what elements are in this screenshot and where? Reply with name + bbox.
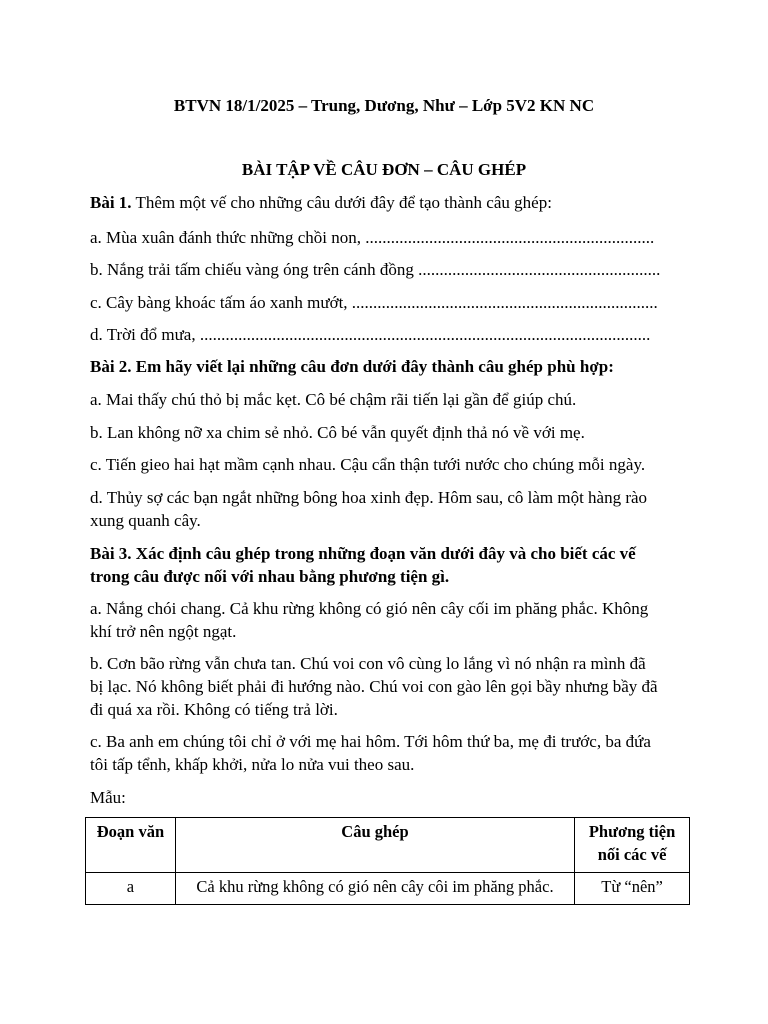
- bai2-item-b: b. Lan không nỡ xa chim sẻ nhỏ. Cô bé vẫn quyết định thả nó về với mẹ.: [90, 423, 585, 442]
- bai3-para-a-1: a. Nắng chói chang. Cả khu rừng không có gió nên cây cối im phăng phắc. Không: [90, 599, 649, 618]
- bai3-para-b-2: bị lạc. Nó không biết phải đi hướng nào. Chú voi con gào lên gọi bầy nhưng bầy đã: [90, 677, 658, 696]
- mau-label: Mẫu:: [90, 788, 126, 807]
- bai1-item-d: d. Trời đổ mưa, ..........................................................................................................: [90, 325, 651, 344]
- header-line: BTVN 18/1/2025 – Trung, Dương, Như – Lớp 5V2 KN NC: [173, 96, 595, 115]
- header-phuong-tien: Phương tiện nối các vế: [575, 818, 690, 873]
- bai1-item-a: a. Mùa xuân đánh thức những chồi non, ....................................................................: [90, 228, 655, 247]
- bai3-heading-2: trong câu được nối với nhau bằng phương tiện gì.: [90, 567, 450, 586]
- table-row: [86, 873, 690, 905]
- bai3-heading-1: Bài 3. Xác định câu ghép trong những đoạn văn dưới đây và cho biết các vế: [90, 544, 636, 563]
- bai3-para-b-3: đi quá xa rồi. Không có tiếng trả lời.: [90, 700, 338, 719]
- bai1-item-b: b. Nắng trải tấm chiếu vàng óng trên cánh đồng .........................................................: [90, 260, 661, 279]
- header-doan-van: Đoạn văn: [86, 818, 176, 873]
- bai3-para-c-1: c. Ba anh em chúng tôi chỉ ở với mẹ hai hôm. Tới hôm thứ ba, mẹ đi trước, ba đứa: [90, 732, 651, 751]
- header-cau-ghep: Câu ghép: [175, 818, 574, 873]
- bai3-para-b-1: b. Cơn bão rừng vẫn chưa tan. Chú voi con vô cùng lo lắng vì nó nhận ra mình đã: [90, 654, 646, 673]
- page-title: BÀI TẬP VỀ CÂU ĐƠN – CÂU GHÉP: [241, 160, 527, 179]
- table-header-row: [86, 818, 690, 873]
- bai1-instruction: [90, 193, 552, 213]
- bai3-para-c-2: tôi tấp tểnh, khấp khởi, nửa lo nửa vui theo sau.: [90, 755, 415, 774]
- cell-cau-ghep: Cả khu rừng không có gió nên cây côi im phăng phắc.: [175, 873, 574, 905]
- bai1-label: Bài 1.: [90, 193, 132, 212]
- sample-table: [85, 817, 690, 905]
- bai2-item-a: a. Mai thấy chú thỏ bị mắc kẹt. Cô bé chậm rãi tiến lại gần để giúp chú.: [90, 390, 577, 409]
- cell-doan-van: a: [86, 873, 176, 905]
- bai2-item-d-cont: xung quanh cây.: [90, 511, 201, 530]
- bai2-heading: Bài 2. Em hãy viết lại những câu đơn dưới đây thành câu ghép phù hợp:: [90, 357, 614, 376]
- bai1-text: Thêm một vế cho những câu dưới đây để tạo thành câu ghép:: [131, 193, 552, 212]
- cell-phuong-tien: Từ “nên”: [575, 873, 690, 905]
- bai2-item-c: c. Tiến gieo hai hạt mầm cạnh nhau. Cậu cẩn thận tưới nước cho chúng mỗi ngày.: [90, 455, 646, 474]
- bai2-item-d: d. Thủy sợ các bạn ngắt những bông hoa xinh đẹp. Hôm sau, cô làm một hàng rào: [90, 488, 648, 507]
- bai3-para-a-2: khí trở nên ngột ngạt.: [90, 622, 237, 641]
- bai1-item-c: c. Cây bàng khoác tấm áo xanh mướt, ........................................................................: [90, 293, 658, 312]
